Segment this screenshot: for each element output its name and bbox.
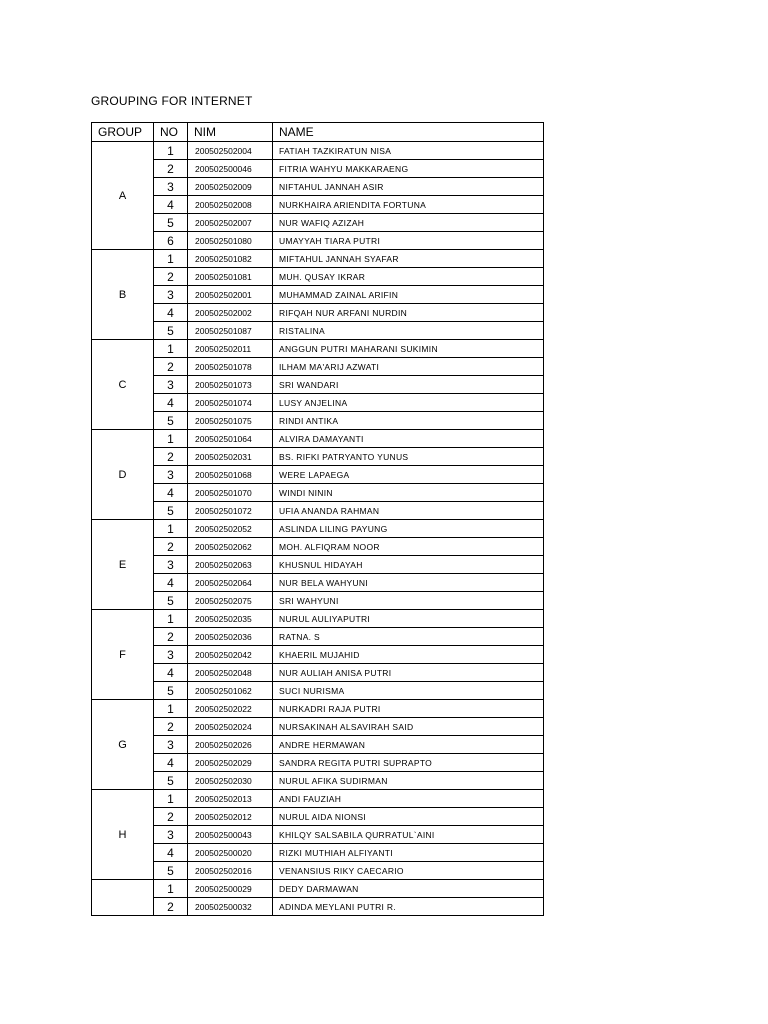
member-name: RISTALINA bbox=[273, 322, 544, 340]
member-nim: 200502502064 bbox=[188, 574, 273, 592]
table-row bbox=[92, 880, 544, 898]
member-nim: 200502500046 bbox=[188, 160, 273, 178]
member-name: RINDI ANTIKA bbox=[273, 412, 544, 430]
table-row bbox=[92, 520, 544, 538]
table-row bbox=[92, 502, 544, 520]
member-number: 4 bbox=[154, 484, 188, 502]
table-row bbox=[92, 628, 544, 646]
member-number: 1 bbox=[154, 700, 188, 718]
member-name: FATIAH TAZKIRATUN NISA bbox=[273, 142, 544, 160]
member-name: LUSY ANJELINA bbox=[273, 394, 544, 412]
table-row bbox=[92, 808, 544, 826]
group-label: A bbox=[92, 142, 154, 250]
member-number: 3 bbox=[154, 376, 188, 394]
group-label bbox=[92, 880, 154, 916]
member-nim: 200502501078 bbox=[188, 358, 273, 376]
member-name: KHAERIL MUJAHID bbox=[273, 646, 544, 664]
header-nim: NIM bbox=[188, 123, 273, 142]
member-name: WINDI NININ bbox=[273, 484, 544, 502]
member-nim: 200502502026 bbox=[188, 736, 273, 754]
table-row bbox=[92, 772, 544, 790]
table-row bbox=[92, 700, 544, 718]
member-number: 3 bbox=[154, 736, 188, 754]
member-name: RIZKI MUTHIAH ALFIYANTI bbox=[273, 844, 544, 862]
member-number: 5 bbox=[154, 412, 188, 430]
member-name: NURUL AIDA NIONSI bbox=[273, 808, 544, 826]
member-nim: 200502500032 bbox=[188, 898, 273, 916]
table-row bbox=[92, 664, 544, 682]
member-name: SRI WAHYUNI bbox=[273, 592, 544, 610]
table-row bbox=[92, 466, 544, 484]
table-row bbox=[92, 160, 544, 178]
table-row bbox=[92, 790, 544, 808]
table-row bbox=[92, 844, 544, 862]
group-label: H bbox=[92, 790, 154, 880]
member-number: 4 bbox=[154, 844, 188, 862]
member-number: 2 bbox=[154, 538, 188, 556]
member-number: 3 bbox=[154, 466, 188, 484]
member-name: MUHAMMAD ZAINAL ARIFIN bbox=[273, 286, 544, 304]
member-nim: 200502501080 bbox=[188, 232, 273, 250]
member-name: ALVIRA DAMAYANTI bbox=[273, 430, 544, 448]
table-row bbox=[92, 718, 544, 736]
member-name: SUCI NURISMA bbox=[273, 682, 544, 700]
member-nim: 200502501082 bbox=[188, 250, 273, 268]
member-name: KHUSNUL HIDAYAH bbox=[273, 556, 544, 574]
member-number: 4 bbox=[154, 304, 188, 322]
header-no: NO bbox=[154, 123, 188, 142]
table-row bbox=[92, 556, 544, 574]
table-row bbox=[92, 898, 544, 916]
table-row bbox=[92, 862, 544, 880]
member-number: 5 bbox=[154, 862, 188, 880]
member-name: NURUL AFIKA SUDIRMAN bbox=[273, 772, 544, 790]
member-name: DEDY DARMAWAN bbox=[273, 880, 544, 898]
member-number: 3 bbox=[154, 826, 188, 844]
member-nim: 200502502016 bbox=[188, 862, 273, 880]
member-number: 6 bbox=[154, 232, 188, 250]
member-nim: 200502501074 bbox=[188, 394, 273, 412]
member-nim: 200502502035 bbox=[188, 610, 273, 628]
table-row bbox=[92, 448, 544, 466]
member-nim: 200502502052 bbox=[188, 520, 273, 538]
table-row bbox=[92, 430, 544, 448]
table-row bbox=[92, 304, 544, 322]
member-name: NURKHAIRA ARIENDITA FORTUNA bbox=[273, 196, 544, 214]
member-nim: 200502501073 bbox=[188, 376, 273, 394]
table-row bbox=[92, 610, 544, 628]
table-row bbox=[92, 484, 544, 502]
member-name: UMAYYAH TIARA PUTRI bbox=[273, 232, 544, 250]
member-nim: 200502500029 bbox=[188, 880, 273, 898]
member-number: 3 bbox=[154, 178, 188, 196]
member-name: SRI WANDARI bbox=[273, 376, 544, 394]
member-nim: 200502501068 bbox=[188, 466, 273, 484]
member-name: NUR WAFIQ AZIZAH bbox=[273, 214, 544, 232]
member-nim: 200502502063 bbox=[188, 556, 273, 574]
member-name: BS. RIFKI PATRYANTO YUNUS bbox=[273, 448, 544, 466]
member-number: 4 bbox=[154, 664, 188, 682]
member-number: 2 bbox=[154, 358, 188, 376]
member-nim: 200502502002 bbox=[188, 304, 273, 322]
member-number: 1 bbox=[154, 610, 188, 628]
member-name: ADINDA MEYLANI PUTRI R. bbox=[273, 898, 544, 916]
group-label: B bbox=[92, 250, 154, 340]
member-name: RATNA. S bbox=[273, 628, 544, 646]
member-number: 2 bbox=[154, 628, 188, 646]
member-number: 5 bbox=[154, 502, 188, 520]
member-number: 1 bbox=[154, 340, 188, 358]
member-number: 2 bbox=[154, 268, 188, 286]
table-row bbox=[92, 178, 544, 196]
table-row bbox=[92, 232, 544, 250]
member-nim: 200502502011 bbox=[188, 340, 273, 358]
member-nim: 200502500020 bbox=[188, 844, 273, 862]
table-row bbox=[92, 826, 544, 844]
member-nim: 200502502009 bbox=[188, 178, 273, 196]
member-name: SANDRA REGITA PUTRI SUPRAPTO bbox=[273, 754, 544, 772]
member-nim: 200502501081 bbox=[188, 268, 273, 286]
member-name: RIFQAH NUR ARFANI NURDIN bbox=[273, 304, 544, 322]
member-name: KHILQY SALSABILA QURRATUL`AINI bbox=[273, 826, 544, 844]
table-row bbox=[92, 412, 544, 430]
member-number: 5 bbox=[154, 682, 188, 700]
member-name: ILHAM MA'ARIJ AZWATI bbox=[273, 358, 544, 376]
table-row bbox=[92, 250, 544, 268]
header-row bbox=[92, 123, 544, 142]
member-nim: 200502501062 bbox=[188, 682, 273, 700]
table-row bbox=[92, 682, 544, 700]
member-nim: 200502502036 bbox=[188, 628, 273, 646]
member-name: ANDI FAUZIAH bbox=[273, 790, 544, 808]
member-nim: 200502501075 bbox=[188, 412, 273, 430]
table-row bbox=[92, 196, 544, 214]
table-row bbox=[92, 322, 544, 340]
group-label: D bbox=[92, 430, 154, 520]
table-row bbox=[92, 574, 544, 592]
table-row bbox=[92, 286, 544, 304]
member-name: MIFTAHUL JANNAH SYAFAR bbox=[273, 250, 544, 268]
table-row bbox=[92, 214, 544, 232]
member-number: 1 bbox=[154, 142, 188, 160]
group-label: C bbox=[92, 340, 154, 430]
member-nim: 200502502062 bbox=[188, 538, 273, 556]
member-nim: 200502502048 bbox=[188, 664, 273, 682]
member-nim: 200502502042 bbox=[188, 646, 273, 664]
member-nim: 200502502031 bbox=[188, 448, 273, 466]
member-nim: 200502502008 bbox=[188, 196, 273, 214]
member-number: 2 bbox=[154, 898, 188, 916]
member-name: ANDRE HERMAWAN bbox=[273, 736, 544, 754]
table-row bbox=[92, 538, 544, 556]
member-nim: 200502502029 bbox=[188, 754, 273, 772]
table-body bbox=[92, 142, 544, 916]
group-label: F bbox=[92, 610, 154, 700]
header-name: NAME bbox=[273, 123, 544, 142]
member-name: NUR AULIAH ANISA PUTRI bbox=[273, 664, 544, 682]
member-number: 1 bbox=[154, 880, 188, 898]
member-number: 2 bbox=[154, 448, 188, 466]
grouping-table bbox=[91, 122, 544, 916]
member-name: MOH. ALFIQRAM NOOR bbox=[273, 538, 544, 556]
member-number: 4 bbox=[154, 574, 188, 592]
table-row bbox=[92, 736, 544, 754]
member-number: 4 bbox=[154, 196, 188, 214]
member-number: 1 bbox=[154, 430, 188, 448]
table-row bbox=[92, 646, 544, 664]
member-nim: 200502502022 bbox=[188, 700, 273, 718]
member-number: 4 bbox=[154, 754, 188, 772]
member-nim: 200502502012 bbox=[188, 808, 273, 826]
member-name: MUH. QUSAY IKRAR bbox=[273, 268, 544, 286]
member-nim: 200502502001 bbox=[188, 286, 273, 304]
member-nim: 200502502024 bbox=[188, 718, 273, 736]
member-name: ANGGUN PUTRI MAHARANI SUKIMIN bbox=[273, 340, 544, 358]
member-nim: 200502502013 bbox=[188, 790, 273, 808]
table-header bbox=[92, 123, 544, 142]
member-name: NURKADRI RAJA PUTRI bbox=[273, 700, 544, 718]
member-name: VENANSIUS RIKY CAECARIO bbox=[273, 862, 544, 880]
member-nim: 200502502007 bbox=[188, 214, 273, 232]
member-name: NURSAKINAH ALSAVIRAH SAID bbox=[273, 718, 544, 736]
member-nim: 200502502030 bbox=[188, 772, 273, 790]
member-nim: 200502500043 bbox=[188, 826, 273, 844]
table-row bbox=[92, 394, 544, 412]
member-name: WERE LAPAEGA bbox=[273, 466, 544, 484]
table-row bbox=[92, 376, 544, 394]
member-nim: 200502501072 bbox=[188, 502, 273, 520]
member-name: NUR BELA WAHYUNI bbox=[273, 574, 544, 592]
member-number: 1 bbox=[154, 790, 188, 808]
group-label: E bbox=[92, 520, 154, 610]
member-number: 1 bbox=[154, 520, 188, 538]
member-number: 2 bbox=[154, 160, 188, 178]
member-nim: 200502501064 bbox=[188, 430, 273, 448]
table-row bbox=[92, 340, 544, 358]
document-title: GROUPING FOR INTERNET bbox=[91, 94, 253, 108]
member-number: 3 bbox=[154, 286, 188, 304]
member-number: 1 bbox=[154, 250, 188, 268]
member-number: 4 bbox=[154, 394, 188, 412]
member-nim: 200502502004 bbox=[188, 142, 273, 160]
member-number: 3 bbox=[154, 556, 188, 574]
table-row bbox=[92, 754, 544, 772]
member-nim: 200502502075 bbox=[188, 592, 273, 610]
member-number: 5 bbox=[154, 772, 188, 790]
table-row bbox=[92, 268, 544, 286]
member-nim: 200502501070 bbox=[188, 484, 273, 502]
member-nim: 200502501087 bbox=[188, 322, 273, 340]
member-name: UFIA ANANDA RAHMAN bbox=[273, 502, 544, 520]
member-number: 5 bbox=[154, 592, 188, 610]
group-label: G bbox=[92, 700, 154, 790]
member-number: 5 bbox=[154, 214, 188, 232]
member-number: 2 bbox=[154, 808, 188, 826]
member-name: ASLINDA LILING PAYUNG bbox=[273, 520, 544, 538]
header-group: GROUP bbox=[92, 123, 154, 142]
member-name: NURUL AULIYAPUTRI bbox=[273, 610, 544, 628]
member-name: NIFTAHUL JANNAH ASIR bbox=[273, 178, 544, 196]
table-row bbox=[92, 358, 544, 376]
member-name: FITRIA WAHYU MAKKARAENG bbox=[273, 160, 544, 178]
table-row bbox=[92, 142, 544, 160]
member-number: 5 bbox=[154, 322, 188, 340]
member-number: 2 bbox=[154, 718, 188, 736]
table-row bbox=[92, 592, 544, 610]
member-number: 3 bbox=[154, 646, 188, 664]
